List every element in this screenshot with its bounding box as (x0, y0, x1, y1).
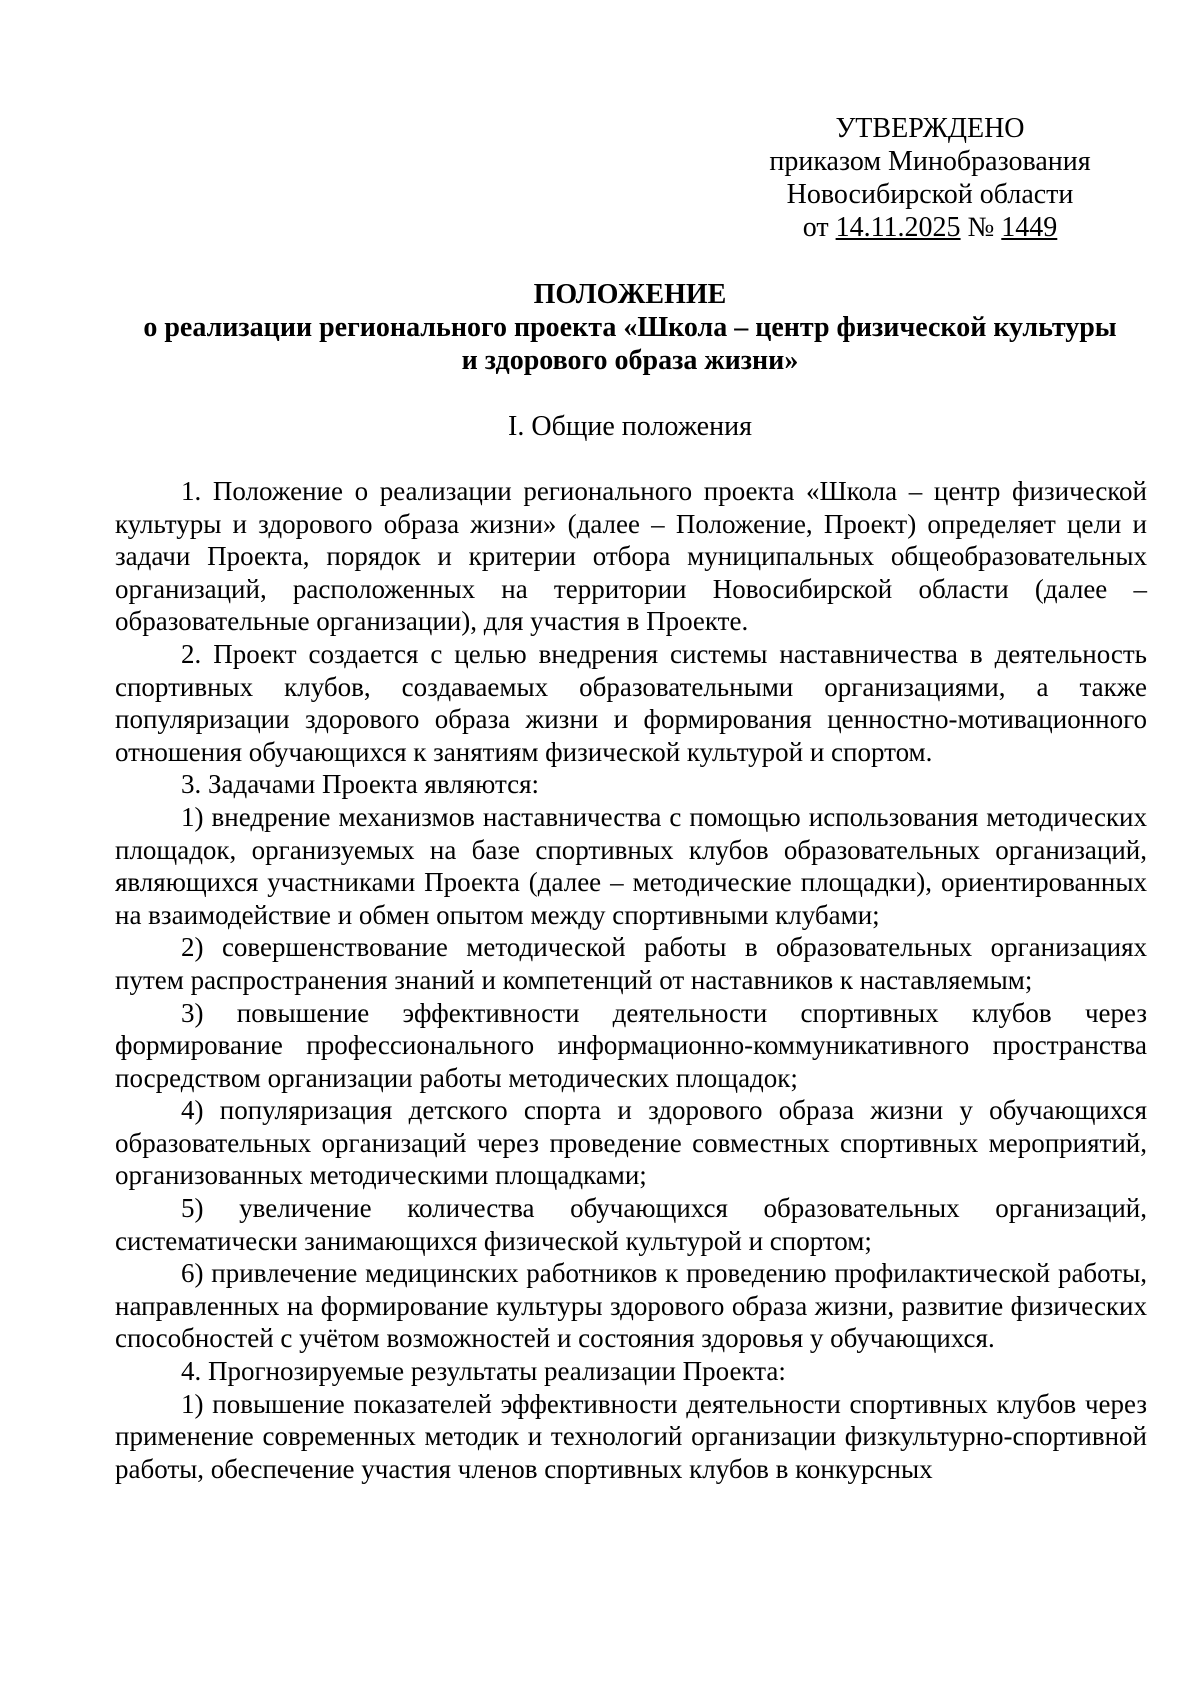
document-body (115, 475, 1147, 1485)
approval-date-line (740, 211, 1120, 244)
task-item-1: 1) внедрение механизмов наставничества с помощью использования методических площадок, организуемых на базе спортивных клубов образовательных организаций, являющихся участниками Проекта (далее – методические площадки), ориентированных на взаимодействие и обмен опытом между спортивными клубами; (115, 801, 1147, 930)
paragraph-2: 2. Проект создается с целью внедрения системы наставничества в деятельность спортивных клубов, создаваемых образовательными организациями, а также популяризации здорового образа жизни и формирования ценностно-мотивационного отношения обучающихся к занятиям физической культурой и спортом. (115, 638, 1147, 767)
title-subtitle-line2: и здорового образа жизни» (461, 345, 799, 376)
title-subtitle-line1: о реализации регионального проекта «Школа – центр физической культуры (143, 312, 1117, 343)
approval-stamp (740, 112, 1120, 244)
result-item-1: 1) повышение показателей эффективности деятельности спортивных клубов через применение современных методик и технологий организации физкультурно-спортивной работы, обеспечение участия членов спортивных клубов в конкурсных (115, 1388, 1147, 1484)
approval-status: УТВЕРЖДЕНО (835, 113, 1025, 144)
approval-issuer-line2: Новосибирской области (786, 179, 1074, 210)
section-heading: I. Общие положения (508, 411, 752, 442)
paragraph-1: 1. Положение о реализации регионального проекта «Школа – центр физической культуры и здорового образа жизни» (далее – Положение, Проект) определяет цели и задачи Проекта, порядок и критерии отбора муниципальных общеобразовательных организаций, расположенных на территории Новосибирской области (далее – образовательные организации), для участия в Проекте. (115, 476, 1147, 637)
approval-date: 14.11.2025 (835, 212, 961, 243)
approval-issuer-line1: приказом Минобразования (769, 146, 1091, 177)
approval-number-sign: № (967, 212, 995, 243)
paragraph-4: 4. Прогнозируемые результаты реализации Проекта: (181, 1356, 786, 1387)
approval-number: 1449 (1001, 212, 1058, 243)
paragraph-3: 3. Задачами Проекта являются: (181, 769, 539, 800)
approval-date-prefix: от (802, 212, 829, 243)
title-heading: ПОЛОЖЕНИЕ (533, 279, 727, 310)
task-item-5: 5) увеличение количества обучающихся образовательных организаций, систематически занимающихся физической культурой и спортом; (115, 1193, 1147, 1256)
task-item-3: 3) повышение эффективности деятельности спортивных клубов через формирование профессионального информационно-коммуникативного пространства посредством организации работы методических площадок; (115, 997, 1147, 1093)
task-item-2: 2) совершенствование методической работы в образовательных организациях путем распространения знаний и компетенций от наставников к наставляемым; (115, 932, 1147, 995)
task-item-4: 4) популяризация детского спорта и здорового образа жизни у обучающихся образовательных организаций через проведение совместных спортивных мероприятий, организованных методическими площадками; (115, 1095, 1147, 1191)
task-item-6: 6) привлечение медицинских работников к проведению профилактической работы, направленных на формирование культуры здорового образа жизни, развитие физических способностей с учётом возможностей и состояния здоровья у обучающихся. (115, 1258, 1147, 1354)
document-title (110, 278, 1150, 377)
